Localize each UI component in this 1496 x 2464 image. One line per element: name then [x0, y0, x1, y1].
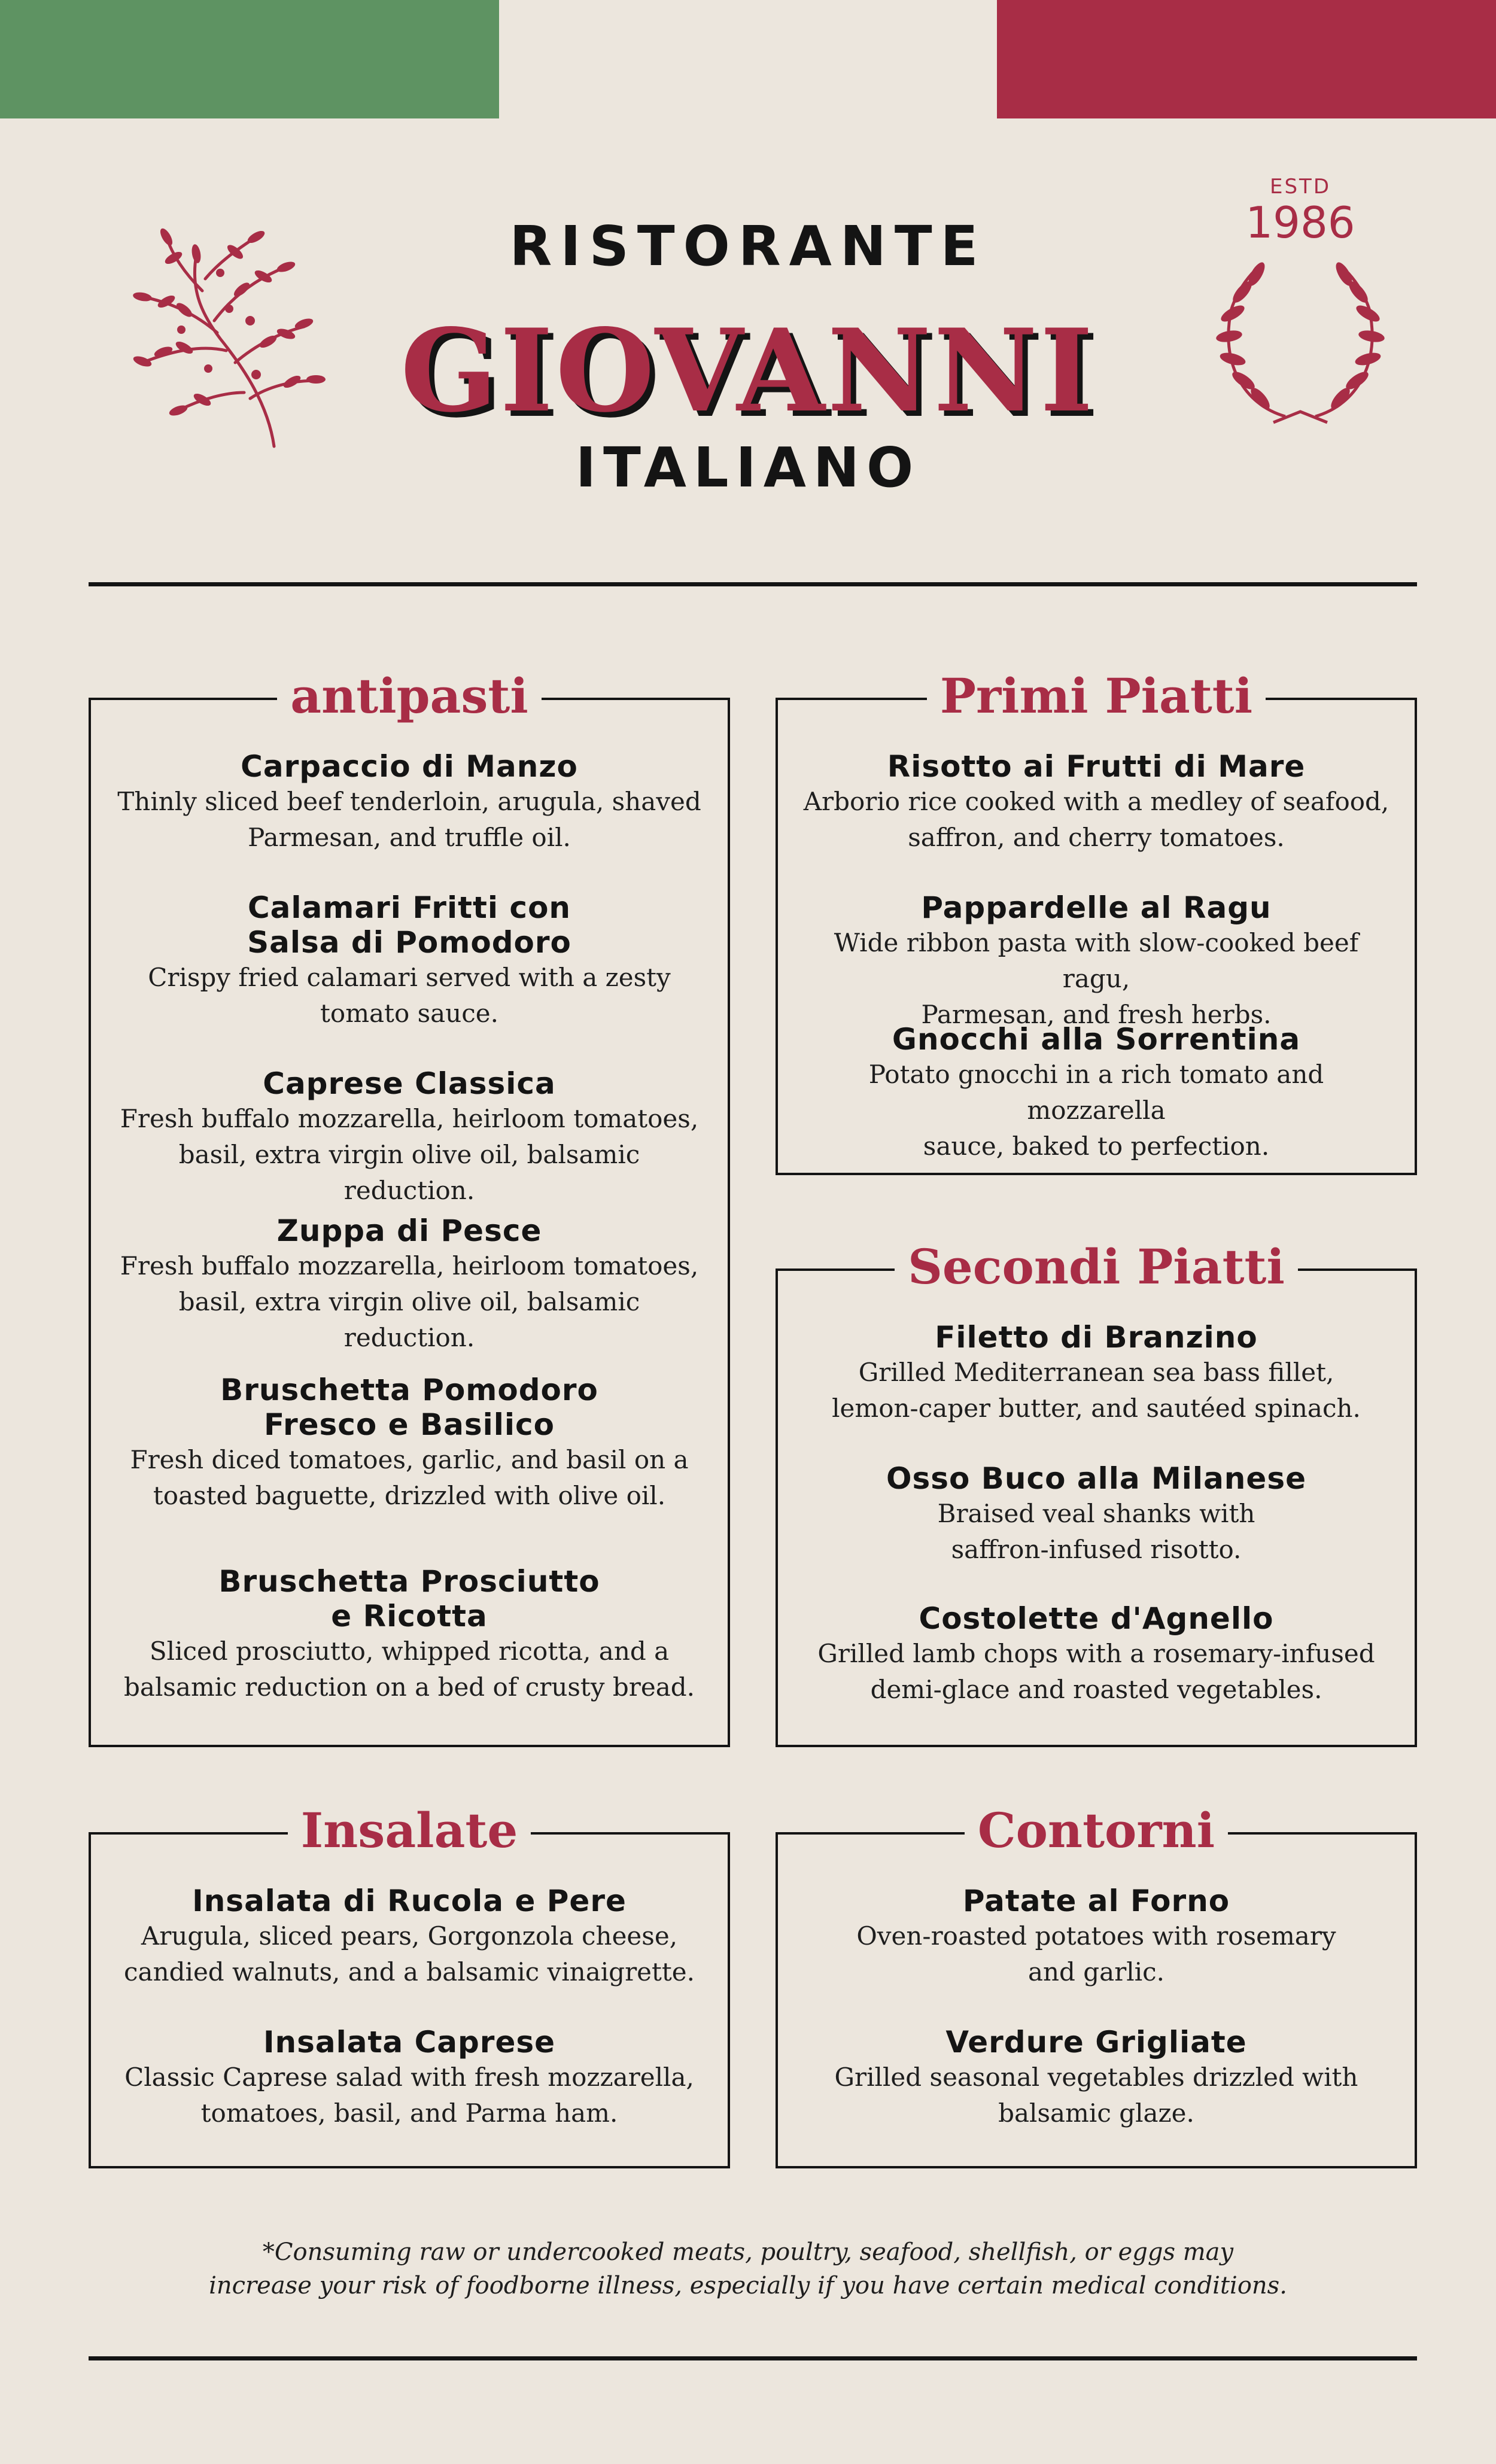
- section-title: Contorni: [965, 1802, 1228, 1858]
- item-description: Parmesan, and fresh herbs.: [921, 1000, 1272, 1029]
- item-description: Grilled lamb chops with a rosemary-infused: [817, 1639, 1375, 1668]
- menu-item: [91, 1066, 728, 1209]
- item-description: Sliced prosciutto, whipped ricotta, and a: [149, 1636, 670, 1666]
- item-name: Verdure Grigliate: [945, 2025, 1247, 2060]
- item-description: basil, extra virgin olive oil, balsamic reduction.: [178, 1140, 640, 1205]
- item-description: Fresh diced tomatoes, garlic, and basil on a: [130, 1445, 689, 1474]
- flag-stripe-white: [499, 0, 997, 118]
- bottom-divider: [89, 2356, 1417, 2360]
- section-secondi-piatti: [776, 1239, 1417, 1747]
- section-title: Secondi Piatti: [895, 1239, 1298, 1295]
- item-description: Wide ribbon pasta with slow-cooked beef ragu,: [834, 928, 1359, 993]
- item-description: toasted baguette, drizzled with olive oil.: [153, 1481, 666, 1510]
- established-year: 1986: [1245, 197, 1355, 248]
- item-description: Crispy fried calamari served with a zesty: [148, 963, 671, 992]
- section-title: Insalate: [288, 1802, 531, 1858]
- menu-item: [778, 1022, 1415, 1164]
- item-description: Braised veal shanks with: [937, 1499, 1255, 1528]
- item-name: Bruschetta Pomodoro: [220, 1373, 598, 1407]
- menu-item: [778, 2025, 1415, 2131]
- item-description: saffron-infused risotto.: [951, 1535, 1242, 1564]
- restaurant-type-top: RISTORANTE: [509, 214, 987, 278]
- menu-header: [0, 118, 1496, 585]
- section-title: antipasti: [277, 668, 542, 724]
- item-description: Oven-roasted potatoes with rosemary: [856, 1921, 1336, 1951]
- restaurant-type-bottom: ITALIANO: [575, 436, 921, 500]
- allergy-disclaimer: [180, 2235, 1316, 2302]
- item-name: Insalata Caprese: [263, 2025, 556, 2060]
- menu-item: [91, 1373, 728, 1514]
- item-description: Thinly sliced beef tenderloin, arugula, shaved: [117, 787, 701, 816]
- item-name: Insalata di Rucola e Pere: [192, 1884, 627, 1918]
- item-name: Gnocchi alla Sorrentina: [892, 1022, 1301, 1057]
- section-contorni: [776, 1802, 1417, 2168]
- menu-item: [91, 2025, 728, 2131]
- item-name: Risotto ai Frutti di Mare: [887, 749, 1306, 784]
- item-description: Fresh buffalo mozzarella, heirloom tomatoes,: [120, 1104, 699, 1133]
- item-description: Arugula, sliced pears, Gorgonzola cheese,: [141, 1921, 678, 1951]
- section-title: Primi Piatti: [927, 668, 1266, 724]
- item-name: Fresco e Basilico: [263, 1407, 555, 1442]
- section-insalate: [89, 1802, 730, 2168]
- item-description: candied walnuts, and a balsamic vinaigrette.: [124, 1957, 695, 1987]
- menu-item: [91, 890, 728, 1032]
- item-name: Calamari Fritti con: [247, 890, 571, 925]
- item-description: saffron, and cherry tomatoes.: [908, 823, 1285, 852]
- flag-stripe-red: [997, 0, 1496, 118]
- menu-item: [91, 749, 728, 856]
- item-description: and garlic.: [1027, 1957, 1165, 1987]
- menu-item: [778, 749, 1415, 856]
- item-name: Salsa di Pomodoro: [247, 925, 571, 960]
- item-description: sauce, baked to perfection.: [923, 1131, 1270, 1161]
- item-description: demi-glace and roasted vegetables.: [870, 1675, 1322, 1704]
- item-name: Filetto di Branzino: [935, 1320, 1258, 1355]
- item-name: Bruschetta Prosciutto: [218, 1564, 600, 1599]
- section-antipasti: [89, 668, 730, 1747]
- item-name: Carpaccio di Manzo: [241, 749, 578, 784]
- item-description: Classic Caprese salad with fresh mozzarella,: [124, 2063, 694, 2092]
- menu-item: [91, 1213, 728, 1356]
- item-description: Fresh buffalo mozzarella, heirloom tomatoes,: [120, 1251, 699, 1280]
- item-name: Patate al Forno: [962, 1884, 1230, 1918]
- item-name: Costolette d'Agnello: [919, 1601, 1274, 1636]
- item-description: basil, extra virgin olive oil, balsamic reduction.: [178, 1287, 640, 1352]
- menu-item: [91, 1884, 728, 1990]
- menu-item: [778, 1601, 1415, 1708]
- restaurant-name: GIOVANNI: [400, 304, 1096, 437]
- item-name: Osso Buco alla Milanese: [886, 1461, 1306, 1496]
- item-description: Arborio rice cooked with a medley of seafood,: [803, 787, 1389, 816]
- item-description: Parmesan, and truffle oil.: [248, 823, 571, 852]
- item-description: balsamic glaze.: [998, 2098, 1194, 2128]
- flag-stripe-green: [0, 0, 499, 118]
- item-description: Grilled seasonal vegetables drizzled with: [834, 2063, 1358, 2092]
- disclaimer-line: increase your risk of foodborne illness, especially if you have certain medical conditions.: [209, 2272, 1287, 2299]
- top-divider: [89, 582, 1417, 586]
- laurel-wreath-icon: [1208, 255, 1393, 434]
- item-description: lemon-caper butter, and sautéed spinach.: [832, 1394, 1361, 1423]
- item-name: Caprese Classica: [263, 1066, 556, 1101]
- menu-item: [778, 1320, 1415, 1426]
- menu-item: [778, 890, 1415, 1033]
- section-primi-piatti: [776, 668, 1417, 1175]
- item-name: e Ricotta: [331, 1599, 488, 1633]
- menu-item: [778, 1461, 1415, 1568]
- menu-item: [778, 1884, 1415, 1990]
- established-label: ESTD: [1269, 175, 1331, 199]
- item-name: Pappardelle al Ragu: [921, 890, 1272, 925]
- item-description: Grilled Mediterranean sea bass fillet,: [858, 1358, 1334, 1387]
- item-name: Zuppa di Pesce: [276, 1213, 542, 1248]
- item-description: tomatoes, basil, and Parma ham.: [200, 2098, 618, 2128]
- item-description: tomato sauce.: [320, 999, 498, 1028]
- item-description: balsamic reduction on a bed of crusty bread.: [124, 1672, 695, 1702]
- item-description: Potato gnocchi in a rich tomato and mozzarella: [868, 1060, 1324, 1125]
- menu-item: [91, 1564, 728, 1705]
- disclaimer-line: *Consuming raw or undercooked meats, poultry, seafood, shellfish, or eggs may: [262, 2238, 1234, 2266]
